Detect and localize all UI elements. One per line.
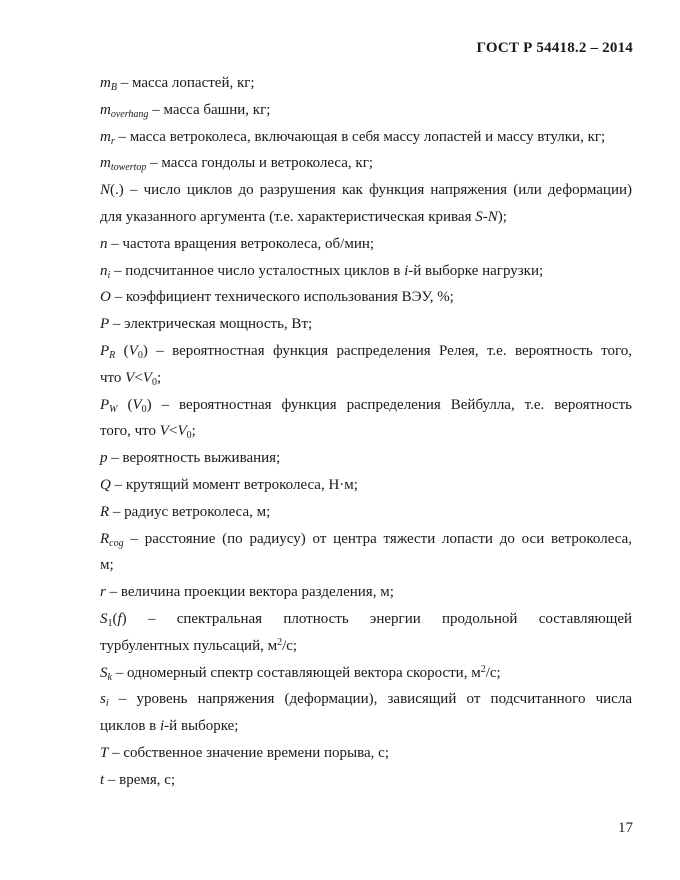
page-number: 17: [618, 820, 633, 836]
list-item: $m_{overhang}$ – масса башни, кг;: [100, 101, 271, 120]
symbol-list: [100, 70, 632, 794]
list-item: $P_W$ $(V_0)$ – вероятностная функция распределения Вейбулла, т.е. вероятность того, что $V<V_0$;: [100, 396, 632, 442]
list-item: r – величина проекции вектора разделения, м;: [100, 584, 394, 601]
list-item: $s_i$ – уровень напряжения (деформации), зависящий от подсчитанного числа циклов в i-й выборке;: [100, 691, 632, 735]
list-item: P – электрическая мощность, Вт;: [100, 316, 313, 333]
list-item: t – время, с;: [100, 771, 176, 788]
list-item: $n_i$ – подсчитанное число усталостных циклов в i-й выборке нагрузки;: [100, 262, 544, 281]
list-item: $P_R$ $(V_0)$ – вероятностная функция распределения Релея, т.е. вероятность того, что $V<V_0$;: [100, 342, 632, 388]
list-item: $m_B$ – масса лопастей, кг;: [100, 75, 255, 93]
list-item: $m_{towertop}$ – масса гондолы и ветроколеса, кг;: [100, 155, 374, 174]
document-header: ГОСТ Р 54418.2 – 2014: [476, 40, 633, 56]
list-item: $S_k$ – одномерный спектр составляющей вектора скорости, $м^2/с$;: [100, 663, 501, 683]
list-item: O – коэффициент технического использования ВЭУ, %;: [100, 289, 454, 306]
list-item: n – частота вращения ветроколеса, об/мин;: [100, 235, 375, 252]
list-item: p – вероятность выживания;: [100, 450, 281, 467]
list-item: N(.) – число циклов до разрушения как функция напряжения (или деформации) для указанного аргумента (т.е. характеристическая кривая S-N);: [100, 182, 632, 225]
list-item: Q – крутящий момент ветроколеса, Н·м;: [100, 476, 358, 493]
list-item: $R_{cog}$ – расстояние (по радиусу) от центра тяжести лопасти до оси ветроколеса, м;: [100, 530, 632, 574]
list-item: $S_1(f)$ – спектральная плотность энергии продольной составляющей турбулентных пульсаций, $м^2/с$;: [100, 610, 632, 654]
list-item: T – собственное значение времени порыва, с;: [100, 744, 389, 761]
list-item: R – радиус ветроколеса, м;: [100, 503, 271, 520]
list-item: $m_r$ – масса ветроколеса, включающая в себя массу лопастей и массу втулки, кг;: [100, 128, 606, 147]
